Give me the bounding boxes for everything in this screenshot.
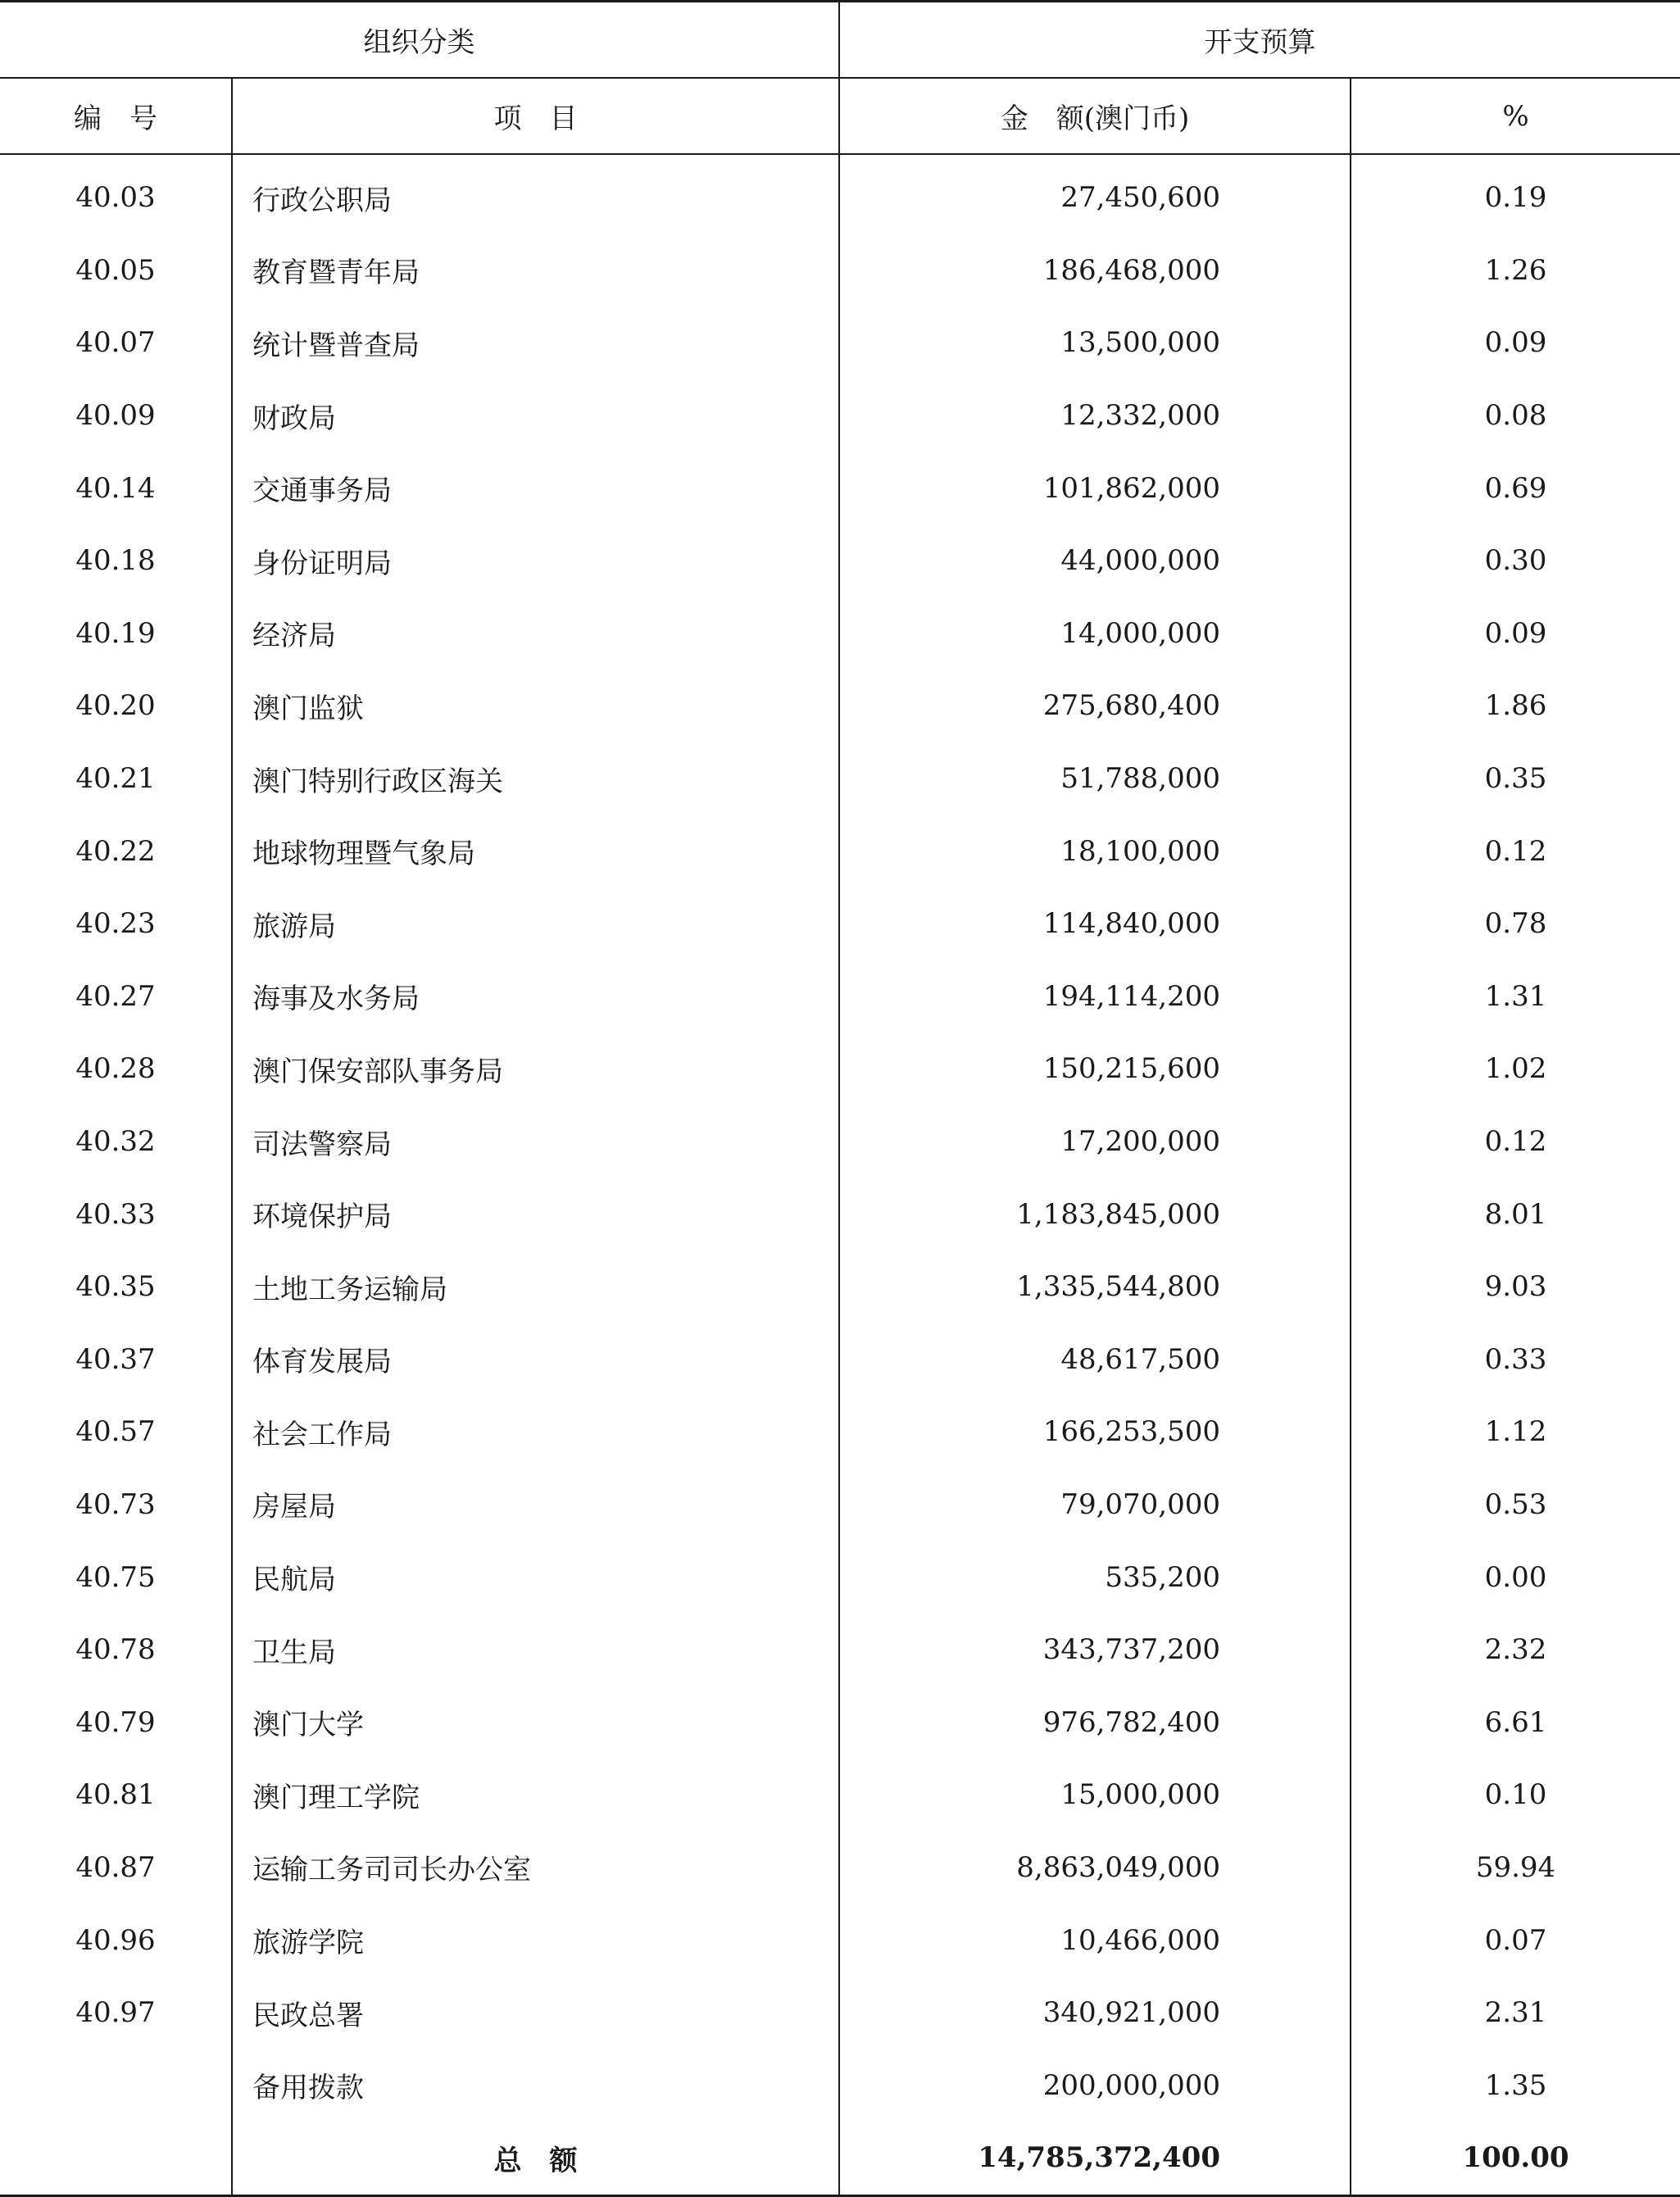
row-amount: 343,737,200 — [839, 1614, 1351, 1686]
table-row — [0, 742, 1680, 815]
row-amount: 8,863,049,000 — [839, 1832, 1351, 1904]
column-header-row — [0, 78, 1680, 154]
row-item: 澳门大学 — [232, 1686, 839, 1759]
row-pct: 6.61 — [1351, 1686, 1680, 1759]
total-amount: 14,785,372,400 — [839, 2122, 1351, 2195]
row-pct: 1.12 — [1351, 1396, 1680, 1468]
row-item: 澳门监狱 — [232, 670, 839, 742]
row-pct: 1.26 — [1351, 234, 1680, 307]
row-pct: 1.86 — [1351, 670, 1680, 742]
table-row — [0, 2049, 1680, 2122]
table-row — [0, 1614, 1680, 1686]
row-amount: 200,000,000 — [839, 2049, 1351, 2122]
row-amount: 114,840,000 — [839, 887, 1351, 960]
row-code: 40.05 — [75, 253, 156, 287]
row-item: 备用拨款 — [232, 2049, 839, 2122]
table-row — [0, 234, 1680, 307]
row-pct: 1.31 — [1351, 960, 1680, 1033]
row-item: 卫生局 — [232, 1614, 839, 1686]
row-amount: 150,215,600 — [839, 1033, 1351, 1105]
table-row — [0, 1033, 1680, 1105]
row-item: 澳门理工学院 — [232, 1759, 839, 1832]
row-amount: 14,000,000 — [839, 597, 1351, 670]
row-item: 地球物理暨气象局 — [232, 815, 839, 887]
row-item: 行政公职局 — [232, 154, 839, 234]
group-header-org: 组织分类 — [0, 2, 839, 79]
row-code — [0, 2049, 232, 2122]
row-item: 澳门保安部队事务局 — [232, 1033, 839, 1105]
row-amount: 13,500,000 — [839, 306, 1351, 379]
row-code: 40.57 — [75, 1415, 156, 1449]
table-row — [0, 597, 1680, 670]
row-amount: 275,680,400 — [839, 670, 1351, 742]
row-code: 40.28 — [75, 1052, 156, 1086]
row-item: 社会工作局 — [232, 1396, 839, 1468]
row-item: 海事及水务局 — [232, 960, 839, 1033]
table-row — [0, 1977, 1680, 2049]
table-row — [0, 1468, 1680, 1541]
row-pct: 2.32 — [1351, 1614, 1680, 1686]
row-amount: 1,335,544,800 — [839, 1251, 1351, 1323]
row-pct: 59.94 — [1351, 1832, 1680, 1904]
row-item: 身份证明局 — [232, 524, 839, 597]
row-pct: 0.78 — [1351, 887, 1680, 960]
row-pct: 2.31 — [1351, 1977, 1680, 2049]
row-pct: 0.33 — [1351, 1323, 1680, 1396]
table-row — [0, 1251, 1680, 1323]
group-header-row — [0, 2, 1680, 79]
col-header-code: 编 号 — [0, 78, 232, 154]
row-item: 房屋局 — [232, 1468, 839, 1541]
row-pct: 0.30 — [1351, 524, 1680, 597]
row-item: 环境保护局 — [232, 1178, 839, 1251]
table-row — [0, 1686, 1680, 1759]
table-row — [0, 1541, 1680, 1614]
table-row — [0, 1105, 1680, 1178]
row-code: 40.37 — [75, 1342, 156, 1376]
row-amount: 10,466,000 — [839, 1904, 1351, 1977]
table-row — [0, 379, 1680, 452]
row-code: 40.96 — [75, 1923, 156, 1957]
row-code: 40.35 — [75, 1270, 156, 1304]
row-code: 40.09 — [75, 399, 156, 433]
row-code: 40.87 — [75, 1850, 156, 1884]
row-amount: 976,782,400 — [839, 1686, 1351, 1759]
row-pct: 0.35 — [1351, 742, 1680, 815]
row-item: 澳门特别行政区海关 — [232, 742, 839, 815]
row-item: 财政局 — [232, 379, 839, 452]
row-code: 40.03 — [75, 181, 156, 215]
row-code: 40.19 — [75, 616, 156, 650]
row-item: 旅游学院 — [232, 1904, 839, 1977]
row-code: 40.97 — [75, 1996, 156, 2030]
row-code: 40.22 — [75, 834, 156, 868]
table-row — [0, 524, 1680, 597]
row-pct: 0.10 — [1351, 1759, 1680, 1832]
table-row — [0, 887, 1680, 960]
row-amount: 166,253,500 — [839, 1396, 1351, 1468]
table-row — [0, 815, 1680, 887]
row-code: 40.18 — [75, 544, 156, 578]
row-amount: 340,921,000 — [839, 1977, 1351, 2049]
row-pct: 0.19 — [1351, 154, 1680, 234]
col-header-item: 项 目 — [232, 78, 839, 154]
row-code: 40.27 — [75, 979, 156, 1013]
row-amount: 17,200,000 — [839, 1105, 1351, 1178]
table-row — [0, 670, 1680, 742]
row-amount: 15,000,000 — [839, 1759, 1351, 1832]
table-row — [0, 154, 1680, 234]
table-row — [0, 1323, 1680, 1396]
row-item: 统计暨普查局 — [232, 306, 839, 379]
row-pct: 0.07 — [1351, 1904, 1680, 1977]
row-amount: 186,468,000 — [839, 234, 1351, 307]
row-code: 40.73 — [75, 1487, 156, 1521]
row-code: 40.07 — [75, 326, 156, 360]
row-code: 40.14 — [75, 471, 156, 505]
row-code: 40.21 — [75, 762, 156, 796]
table-row — [0, 1832, 1680, 1904]
row-item: 运输工务司司长办公室 — [232, 1832, 839, 1904]
row-pct: 0.08 — [1351, 379, 1680, 452]
row-item: 土地工务运输局 — [232, 1251, 839, 1323]
row-pct: 1.02 — [1351, 1033, 1680, 1105]
total-label: 总 额 — [232, 2122, 839, 2195]
table-row — [0, 1396, 1680, 1468]
row-code: 40.78 — [75, 1633, 156, 1667]
row-amount: 101,862,000 — [839, 452, 1351, 524]
table-row — [0, 1759, 1680, 1832]
row-pct: 0.12 — [1351, 815, 1680, 887]
row-amount: 18,100,000 — [839, 815, 1351, 887]
row-amount: 535,200 — [839, 1541, 1351, 1614]
row-pct: 0.09 — [1351, 597, 1680, 670]
row-code: 40.20 — [75, 689, 156, 723]
row-pct: 0.12 — [1351, 1105, 1680, 1178]
row-item: 民政总署 — [232, 1977, 839, 2049]
row-amount: 194,114,200 — [839, 960, 1351, 1033]
row-code: 40.23 — [75, 907, 156, 941]
row-pct: 8.01 — [1351, 1178, 1680, 1251]
row-pct: 9.03 — [1351, 1251, 1680, 1323]
row-amount: 12,332,000 — [839, 379, 1351, 452]
row-amount: 48,617,500 — [839, 1323, 1351, 1396]
row-item: 交通事务局 — [232, 452, 839, 524]
row-amount: 79,070,000 — [839, 1468, 1351, 1541]
row-code: 40.79 — [75, 1705, 156, 1739]
row-item: 经济局 — [232, 597, 839, 670]
col-header-amount: 金 额(澳门币) — [839, 78, 1351, 154]
table-row — [0, 960, 1680, 1033]
row-pct: 0.09 — [1351, 306, 1680, 379]
total-pct: 100.00 — [1351, 2122, 1680, 2195]
row-item: 教育暨青年局 — [232, 234, 839, 307]
row-pct: 0.69 — [1351, 452, 1680, 524]
row-amount: 44,000,000 — [839, 524, 1351, 597]
row-amount: 1,183,845,000 — [839, 1178, 1351, 1251]
row-pct: 0.00 — [1351, 1541, 1680, 1614]
group-header-budget: 开支预算 — [839, 2, 1680, 79]
row-item: 旅游局 — [232, 887, 839, 960]
total-row — [0, 2122, 1680, 2195]
row-amount: 27,450,600 — [839, 154, 1351, 234]
row-code: 40.81 — [75, 1778, 156, 1812]
row-item: 司法警察局 — [232, 1105, 839, 1178]
row-amount: 51,788,000 — [839, 742, 1351, 815]
table-row — [0, 1904, 1680, 1977]
row-code: 40.33 — [75, 1197, 156, 1231]
table-row — [0, 1178, 1680, 1251]
table-row — [0, 452, 1680, 524]
col-header-pct: % — [1351, 78, 1680, 154]
row-item: 民航局 — [232, 1541, 839, 1614]
row-code: 40.32 — [75, 1125, 156, 1159]
row-pct: 1.35 — [1351, 2049, 1680, 2122]
row-pct: 0.53 — [1351, 1468, 1680, 1541]
row-item: 体育发展局 — [232, 1323, 839, 1396]
table-body — [0, 154, 1680, 2122]
table-row — [0, 306, 1680, 379]
row-code: 40.75 — [75, 1560, 156, 1594]
total-code-cell — [0, 2122, 232, 2195]
